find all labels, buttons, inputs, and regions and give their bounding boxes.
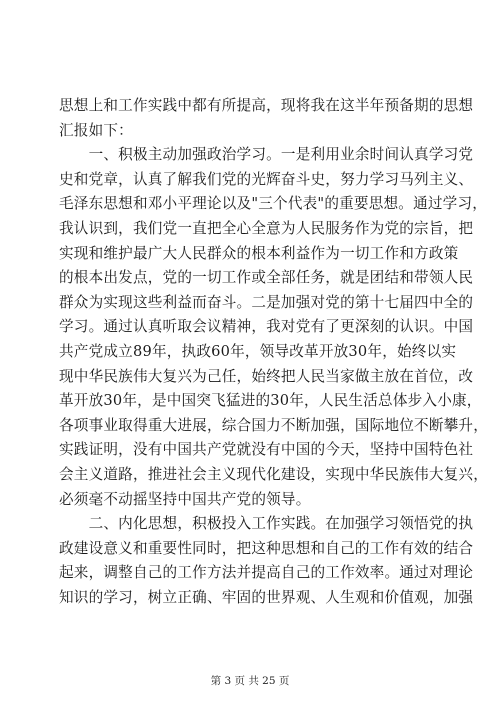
text-line: 各项事业取得重大进展，综合国力不断加强，国际地位不断攀升，: [59, 416, 489, 434]
text-line: 毛泽东思想和邓小平理论以及"三个代表"的重要思想。通过学习，: [59, 195, 488, 213]
text-line: 实践证明，没有中国共产党就没有中国的今天，坚持中国特色社: [59, 441, 474, 459]
text-line: 实现和维护最广大人民群众的根本利益作为一切工作和方政策: [59, 244, 459, 262]
text-line: 知识的学习，树立正确、牢固的世界观、人生观和价值观，加强: [59, 588, 474, 606]
text-line: 群众为实现这些利益而奋斗。二是加强对党的第十七届四中全的: [59, 293, 474, 311]
text-line: 汇报如下：: [59, 121, 133, 139]
text-line: 史和党章，认真了解我们党的光辉奋斗史，努力学习马列主义、: [59, 170, 474, 188]
text-line: 政建设意义和重要性同时，把这种思想和自己的工作有效的结合: [59, 539, 474, 557]
text-line: 思想上和工作实践中都有所提高，现将我在这半年预备期的思想: [59, 97, 474, 114]
text-line: 二、内化思想，积极投入工作实践。在加强学习领悟党的执: [59, 515, 474, 533]
document-body: [59, 94, 489, 610]
text-line: 现中华民族伟大复兴为己任，始终把人民当家做主放在首位，改: [59, 367, 474, 385]
text-line: 的根本出发点，党的一切工作或全部任务，就是团结和带领人民: [59, 269, 474, 287]
text-line: 会主义道路，推进社会主义现代化建设，实现中华民族伟大复兴，: [59, 465, 489, 483]
text-line: 共产党成立89年，执政60年，领导改革开放30年，始终以实: [59, 342, 457, 360]
text-line: 一、积极主动加强政治学习。一是利用业余时间认真学习党: [59, 146, 474, 164]
text-line: 学习。通过认真听取会议精神，我对党有了更深刻的认识。中国: [59, 318, 474, 336]
page-footer: 第 3 页 共 25 页: [210, 675, 290, 687]
text-line: 必须毫不动摇坚持中国共产党的领导。: [59, 490, 311, 508]
text-line: 起来，调整自己的工作方法并提高自己的工作效率。通过对理论: [59, 564, 474, 582]
text-line: 革开放30年，是中国突飞猛进的30年，人民生活总体步入小康，: [59, 392, 482, 410]
text-line: 我认识到，我们党一直把全心全意为人民服务作为党的宗旨，把: [59, 219, 474, 237]
